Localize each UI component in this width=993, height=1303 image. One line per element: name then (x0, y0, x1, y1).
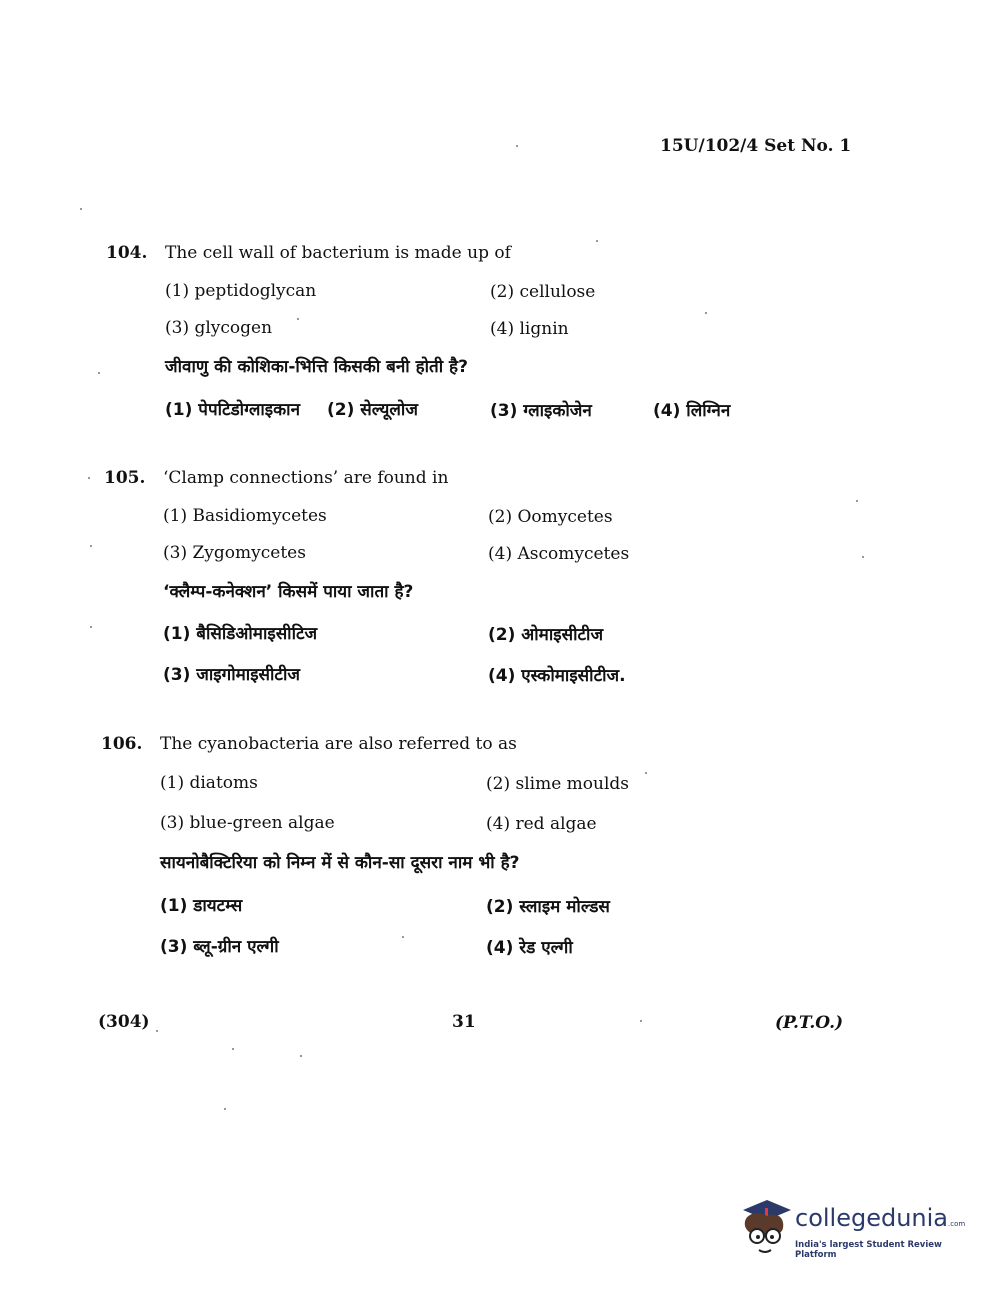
question-stem-en: The cyanobacteria are also referred to as (160, 734, 517, 754)
option-hi-1: (1) बैसिडिओमाइसीटिज (163, 624, 318, 644)
option-en-2: (2) Oomycetes (488, 507, 613, 527)
watermark-brand: collegedunia.com (795, 1204, 966, 1232)
pto-label: (P.T.O.) (775, 1013, 844, 1033)
scan-speck (300, 1055, 302, 1057)
scan-speck (224, 1108, 226, 1110)
watermark-logo (737, 1196, 967, 1264)
question-number: 106. (101, 734, 143, 754)
mascot-with-graduation-cap-icon (737, 1196, 793, 1260)
scan-speck (80, 208, 82, 210)
question-number: 105. (104, 468, 146, 488)
scan-speck (596, 240, 598, 242)
scan-speck (90, 545, 92, 547)
watermark-suffix: .com (948, 1220, 966, 1228)
option-en-2: (2) slime moulds (486, 774, 630, 794)
option-en-2: (2) cellulose (490, 282, 596, 302)
option-en-1: (1) Basidiomycetes (163, 506, 327, 526)
scan-speck (705, 312, 707, 314)
question-stem-hi: ‘क्लैम्प-कनेक्शन’ किसमें पाया जाता है? (163, 582, 414, 602)
option-en-3: (3) blue-green algae (160, 813, 335, 833)
footer-code: (304) (98, 1012, 150, 1032)
scan-speck (862, 556, 864, 558)
option-en-4: (4) red algae (486, 814, 597, 834)
scan-speck (516, 145, 518, 147)
option-en-1: (1) diatoms (160, 773, 258, 793)
option-hi-3: (3) ग्लाइकोजेन (490, 401, 592, 421)
question-number: 104. (106, 243, 148, 263)
option-hi-1: (1) पेपटिडोग्लाइकान (165, 400, 301, 420)
option-hi-2: (2) ओमाइसीटीज (488, 625, 604, 645)
paper-code: 15U/102/4 Set No. 1 (660, 136, 852, 156)
watermark-tagline: India's largest Student Review Platform (795, 1240, 942, 1260)
question-stem-hi: जीवाणु की कोशिका-भित्ति किसकी बनी होती है? (165, 357, 468, 377)
option-hi-3: (3) जाइगोमाइसीटीज (163, 665, 301, 685)
scan-speck (90, 626, 92, 628)
option-en-4: (4) lignin (490, 319, 569, 339)
option-hi-3: (3) ब्लू-ग्रीन एल्गी (160, 937, 279, 957)
scan-speck (297, 318, 299, 320)
option-hi-4: (4) रेड एल्गी (486, 938, 573, 958)
option-en-3: (3) glycogen (165, 318, 273, 338)
option-hi-2: (2) सेल्यूलोज (327, 400, 418, 420)
scan-speck (156, 1030, 158, 1032)
option-hi-1: (1) डायटम्स (160, 896, 243, 916)
option-en-1: (1) peptidoglycan (165, 281, 317, 301)
option-en-4: (4) Ascomycetes (488, 544, 630, 564)
option-hi-4: (4) लिग्निन (653, 401, 731, 421)
scan-speck (640, 1020, 642, 1022)
option-hi-4: (4) एस्कोमाइसीटीज. (488, 666, 626, 686)
scan-speck (856, 500, 858, 502)
question-stem-hi: सायनोबैक्टिरिया को निम्न में से कौन-सा दूसरा नाम भी है? (160, 853, 520, 873)
scan-speck (98, 372, 100, 374)
scan-speck (88, 477, 90, 479)
option-en-3: (3) Zygomycetes (163, 543, 306, 563)
page-number: 31 (452, 1012, 476, 1032)
option-hi-2: (2) स्लाइम मोल्डस (486, 897, 610, 917)
question-stem-en: ‘Clamp connections’ are found in (163, 468, 449, 488)
scan-speck (232, 1048, 234, 1050)
question-stem-en: The cell wall of bacterium is made up of (165, 243, 511, 263)
scan-speck (645, 772, 647, 774)
scan-speck (402, 936, 404, 938)
